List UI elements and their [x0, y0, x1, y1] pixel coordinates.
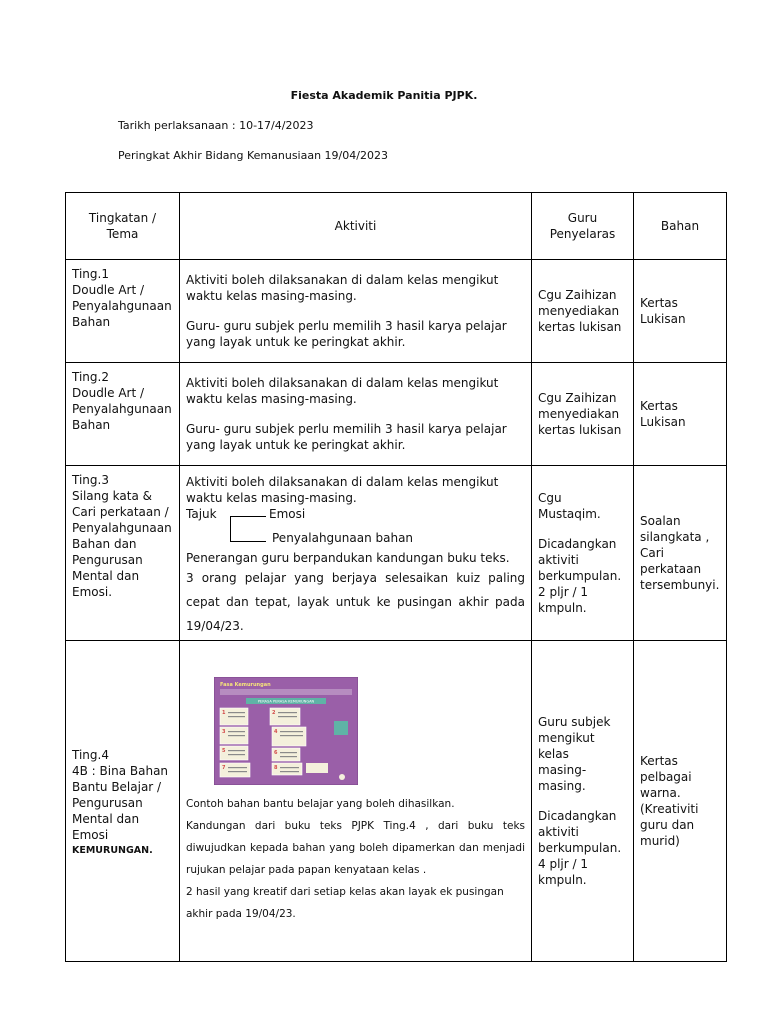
peringkat-akhir: Peringkat Akhir Bidang Kemanusiaan 19/04/2023	[118, 149, 388, 162]
guru-cell: Cgu Zaihizan menyediakan kertas lukisan	[532, 260, 634, 363]
poster-text-line	[278, 716, 297, 717]
guru-cell: Cgu Zaihizan menyediakan kertas lukisan	[532, 363, 634, 466]
poster-panel-number: 4	[274, 729, 278, 735]
poster-panel-number: 5	[222, 748, 226, 754]
poster-text-line	[228, 716, 245, 717]
table-row	[66, 363, 727, 466]
tingkatan-cell: Ting.1 Doudle Art / Penyalahgunaan Bahan	[66, 260, 180, 363]
branch-line	[230, 516, 231, 541]
poster-text-line	[280, 752, 297, 753]
bahan-cell: Kertas Lukisan	[634, 363, 727, 466]
poster-panel-number: 8	[274, 765, 278, 771]
poster-text-line	[228, 754, 245, 755]
guru-cell: Cgu Mustaqim. Dicadangkan aktiviti berkumpulan. 2 pljr / 1 kmpuln.	[532, 466, 634, 641]
poster-text-line	[228, 735, 245, 736]
emosi-label: Emosi	[269, 507, 306, 521]
poster-panel-number: 1	[222, 710, 226, 716]
poster-text-line	[280, 771, 299, 772]
penyalahgunaan-label: Penyalahgunaan bahan	[272, 531, 414, 545]
poster-panel-number: 3	[222, 729, 226, 735]
document-title: Fiesta Akademik Panitia PJPK.	[290, 89, 478, 102]
poster-text-line	[228, 712, 245, 713]
poster-text-line	[280, 756, 297, 757]
poster-text-line	[228, 731, 245, 732]
poster-text-line	[280, 767, 299, 768]
topic-branch-diagram	[186, 506, 525, 550]
poster-panel-number: 6	[274, 750, 278, 756]
aktiviti-cell: Aktiviti boleh dilaksanakan di dalam kelas mengikut waktu kelas masing-masing. Tajuk Emosi Penyalahgunaan bahan Penerangan guru berpandukan kandungan buku teks. 3 orang pelajar yang berjaya selesaikan kuiz paling cepat dan tepat, layak untuk ke pusingan akhir pada 19/04/23.	[180, 466, 532, 641]
poster-panel-number: 2	[272, 710, 276, 716]
guru-cell: Guru subjek mengikut kelas masing- masing. Dicadangkan aktiviti berkumpulan. 4 pljr / 1 kmpuln.	[532, 641, 634, 962]
poster-text-line	[228, 771, 247, 772]
poster-subtitle: PERASA PERASA KEMURUNGAN	[257, 699, 315, 704]
bahan-cell: Soalan silangkata , Cari perkataan tersembunyi.	[634, 466, 727, 641]
bahan-cell: Kertas pelbagai warna. (Kreativiti guru dan murid)	[634, 641, 727, 962]
poster-text-line	[280, 731, 303, 732]
bahan-cell: Kertas Lukisan	[634, 260, 727, 363]
header-guru-penyelaras: Guru Penyelaras	[532, 193, 634, 260]
header-tingkatan: Tingkatan / Tema	[66, 193, 180, 260]
tajuk-label: Tajuk	[186, 507, 217, 521]
poster-text-line	[228, 750, 245, 751]
activity-table	[65, 192, 727, 962]
tingkatan-cell: Ting.4 4B : Bina Bahan Bantu Belajar / Pengurusan Mental dan Emosi KEMURUNGAN.	[66, 641, 180, 962]
table-header-row	[66, 193, 727, 260]
poster-illustration	[214, 677, 358, 785]
header-bahan: Bahan	[634, 193, 727, 260]
poster-text-line	[228, 767, 247, 768]
poster-title: Fasa Kemurungan	[220, 682, 271, 688]
table-row	[66, 641, 727, 962]
poster-image	[214, 677, 358, 785]
branch-line	[230, 541, 266, 542]
poster-text-line	[278, 712, 297, 713]
aktiviti-cell: Fasa Kemurungan PERASA PERASA KEMURUNGAN 1 2 3 4 5 6 7 8 Contoh bahan bantu belajar yang boleh dihasilkan. Kandungan dari buku teks PJPK Ting.4 , dari buku teks diwujudkan kepada bahan yang boleh dipamerkan dan menjadi rujukan pelajar pada papan kenyataan kelas . 2 hasil yang kreatif dari setiap kelas akan layak ek pusingan akhir pada 19/04/23.	[180, 641, 532, 962]
header-aktiviti: Aktiviti	[180, 193, 532, 260]
tarikh-perlaksanaan: Tarikh perlaksanaan : 10-17/4/2023	[118, 119, 314, 132]
aktiviti-cell: Aktiviti boleh dilaksanakan di dalam kelas mengikut waktu kelas masing-masing. Guru- guru subjek perlu memilih 3 hasil karya pelajar yang layak untuk ke peringkat akhir.	[180, 260, 532, 363]
tingkatan-cell: Ting.3 Silang kata & Cari perkataan / Penyalahgunaan Bahan dan Pengurusan Mental dan Emosi.	[66, 466, 180, 641]
aktiviti-cell: Aktiviti boleh dilaksanakan di dalam kelas mengikut waktu kelas masing-masing. Guru- guru subjek perlu memilih 3 hasil karya pelajar yang layak untuk ke peringkat akhir.	[180, 363, 532, 466]
poster-panel-number: 7	[222, 765, 226, 771]
table-row	[66, 466, 727, 641]
table-row	[66, 260, 727, 363]
poster-text-line	[280, 735, 303, 736]
tingkatan-cell: Ting.2 Doudle Art / Penyalahgunaan Bahan	[66, 363, 180, 466]
branch-line	[230, 516, 266, 517]
